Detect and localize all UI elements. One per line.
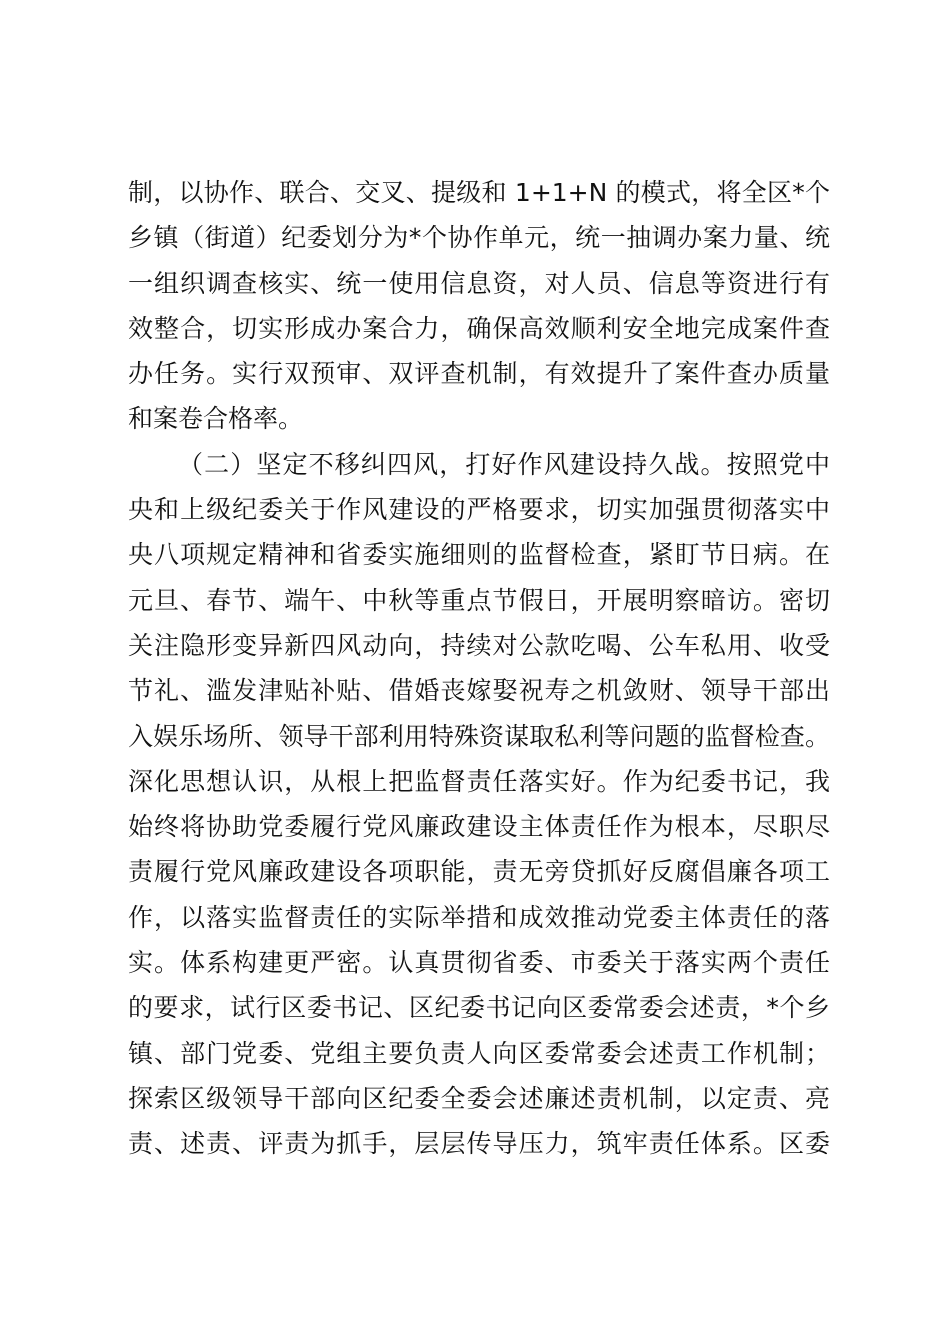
- section-heading-line: （二）坚定不移纠四风，打好作风建设持久战。按照党中: [178, 449, 830, 479]
- text-line: 探索区级领导干部向区纪委全委会述廉述责机制，以定责、亮: [128, 1083, 830, 1113]
- text-line: 一组织调查核实、统一使用信息资，对人员、信息等资进行有: [128, 268, 830, 298]
- text-line: 节礼、滥发津贴补贴、借婚丧嫁娶祝寿之机敛财、领导干部出: [128, 676, 830, 706]
- text-line: 元旦、春节、端午、中秋等重点节假日，开展明察暗访。密切: [128, 585, 830, 615]
- text-line: 入娱乐场所、领导干部利用特殊资谋取私利等问题的监督检查。: [128, 721, 830, 751]
- text-line: 的要求，试行区委书记、区纪委书记向区委常委会述责，*个乡: [128, 993, 830, 1023]
- text-line: 办任务。实行双预审、双评查机制，有效提升了案件查办质量: [128, 359, 830, 389]
- text-line: 镇、部门党委、党组主要负责人向区委常委会述责工作机制；: [128, 1038, 830, 1068]
- text-line: 责履行党风廉政建设各项职能，责无旁贷抓好反腐倡廉各项工: [128, 857, 830, 887]
- text-line: 和案卷合格率。: [128, 404, 304, 434]
- text-line: 实。体系构建更严密。认真贯彻省委、市委关于落实两个责任: [128, 948, 830, 978]
- text-line: 深化思想认识，从根上把监督责任落实好。作为纪委书记，我: [128, 766, 830, 796]
- text-line: 责、述责、评责为抓手，层层传导压力，筑牢责任体系。区委: [128, 1129, 830, 1159]
- text-line: 效整合，切实形成办案合力，确保高效顺利安全地完成案件查: [128, 313, 830, 343]
- body-text: [128, 170, 830, 1167]
- text-line: 关注隐形变异新四风动向，持续对公款吃喝、公车私用、收受: [128, 630, 830, 660]
- text-line: 始终将协助党委履行党风廉政建设主体责任作为根本，尽职尽: [128, 812, 830, 842]
- text-line: 央八项规定精神和省委实施细则的监督检查，紧盯节日病。在: [128, 540, 830, 570]
- text-line: 央和上级纪委关于作风建设的严格要求，切实加强贯彻落实中: [128, 495, 830, 525]
- text-line: 制，以协作、联合、交叉、提级和 1+1+N 的模式，将全区*个: [128, 178, 830, 207]
- text-line: 作，以落实监督责任的实际举措和成效推动党委主体责任的落: [128, 902, 830, 932]
- text-line: 乡镇（街道）纪委划分为*个协作单元，统一抽调办案力量、统: [128, 223, 830, 253]
